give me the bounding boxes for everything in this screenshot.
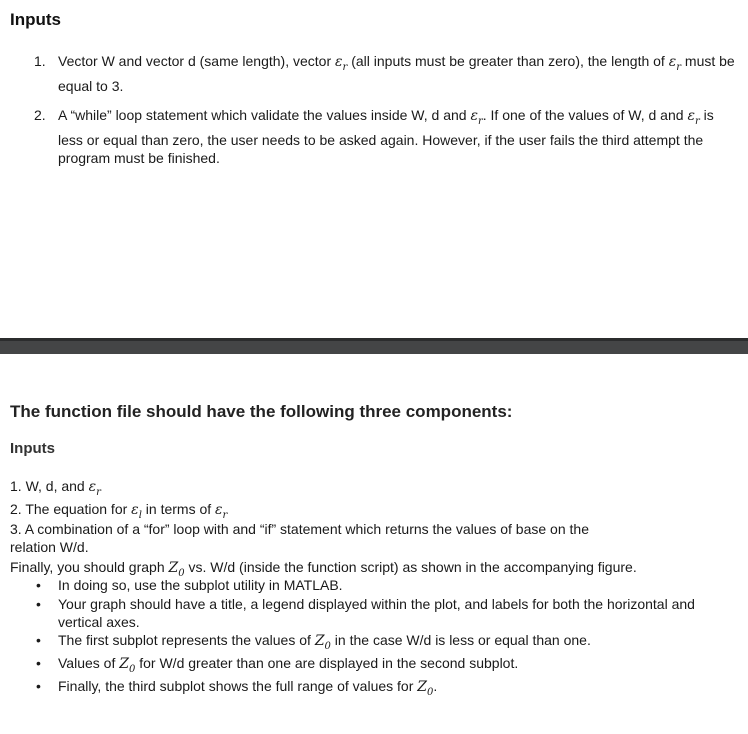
bullet-text: . <box>433 678 438 694</box>
bullet-item-4 <box>58 654 518 679</box>
bullet-text: in the case W/d is less or equal than one. <box>330 632 591 648</box>
item-text: . If one of the values of W, d and <box>482 107 688 123</box>
bullet-icon: • <box>36 632 41 648</box>
bullet-text: Finally, the third subplot shows the full range of values for <box>58 678 418 694</box>
section-heading-inputs: Inputs <box>10 10 61 29</box>
bullet-text: In doing so, use the subplot utility in MATLAB. <box>58 577 343 593</box>
bullet-text: Values of <box>58 655 120 671</box>
input-item-2 <box>58 106 738 167</box>
bullet-icon: • <box>36 577 41 593</box>
z0-symbol: $Z_0$ <box>417 679 434 698</box>
item-text: Vector W and vector d (same length), vector <box>58 53 336 69</box>
component-line-3: 3. A combination of a “for” loop with and “if” statement which returns the values of base on the relation W/d. <box>10 521 589 555</box>
item-text: (all inputs must be greater than zero), the length of <box>347 53 669 69</box>
epsilon-r-symbol: $\varepsilon_r$ <box>668 54 682 73</box>
item-text: is less or equal than zero, the user needs to be asked again. However, if the user fails the third attempt the program must be finished. <box>58 107 714 166</box>
z0-symbol: $Z_0$ <box>314 633 331 652</box>
item-text: must be equal to 3. <box>58 53 735 94</box>
input-item-1 <box>58 52 738 95</box>
bullet-text: for W/d greater than one are displayed in the second subplot. <box>135 655 519 671</box>
epsilon-l-symbol: $\varepsilon_l$ <box>131 502 142 521</box>
epsilon-r-symbol: $\varepsilon_r$ <box>687 108 700 127</box>
item-text: A “while” loop statement which validate the values inside W, d and <box>58 107 471 123</box>
epsilon-r-symbol: $\varepsilon_r$ <box>88 479 101 498</box>
inputs-subheading: Inputs <box>10 440 55 457</box>
bullet-item-1 <box>58 576 738 594</box>
bullet-icon: • <box>36 596 41 612</box>
item-number: 2. <box>34 107 46 123</box>
line-text: in terms of <box>141 501 216 517</box>
line-text: 1. W, d, and <box>10 478 89 494</box>
bullet-text: The first subplot represents the values of <box>58 632 315 648</box>
epsilon-r-symbol: $\varepsilon_r$ <box>335 54 348 73</box>
bullet-icon: • <box>36 655 41 671</box>
bullet-icon: • <box>36 678 41 694</box>
bullet-item-3 <box>58 631 591 656</box>
line-text: Finally, you should graph <box>10 559 169 575</box>
epsilon-r-symbol: $\varepsilon_r$ <box>215 502 228 521</box>
bullet-item-2 <box>58 595 738 631</box>
z0-symbol: $Z_0$ <box>168 560 185 579</box>
bullet-text: Your graph should have a title, a legend displayed within the plot, and labels for both the horizontal and vertical axes. <box>58 596 695 630</box>
item-number: 1. <box>34 53 46 69</box>
line-text: 2. The equation for <box>10 501 132 517</box>
bullet-item-5 <box>58 677 437 702</box>
component-line-1 <box>10 477 101 502</box>
line-text: vs. W/d (inside the function script) as shown in the accompanying figure. <box>184 559 637 575</box>
z0-symbol: $Z_0$ <box>119 656 136 675</box>
function-file-heading: The function file should have the following three components: <box>10 402 513 421</box>
section-divider <box>0 338 748 354</box>
epsilon-r-symbol: $\varepsilon_r$ <box>470 108 483 127</box>
